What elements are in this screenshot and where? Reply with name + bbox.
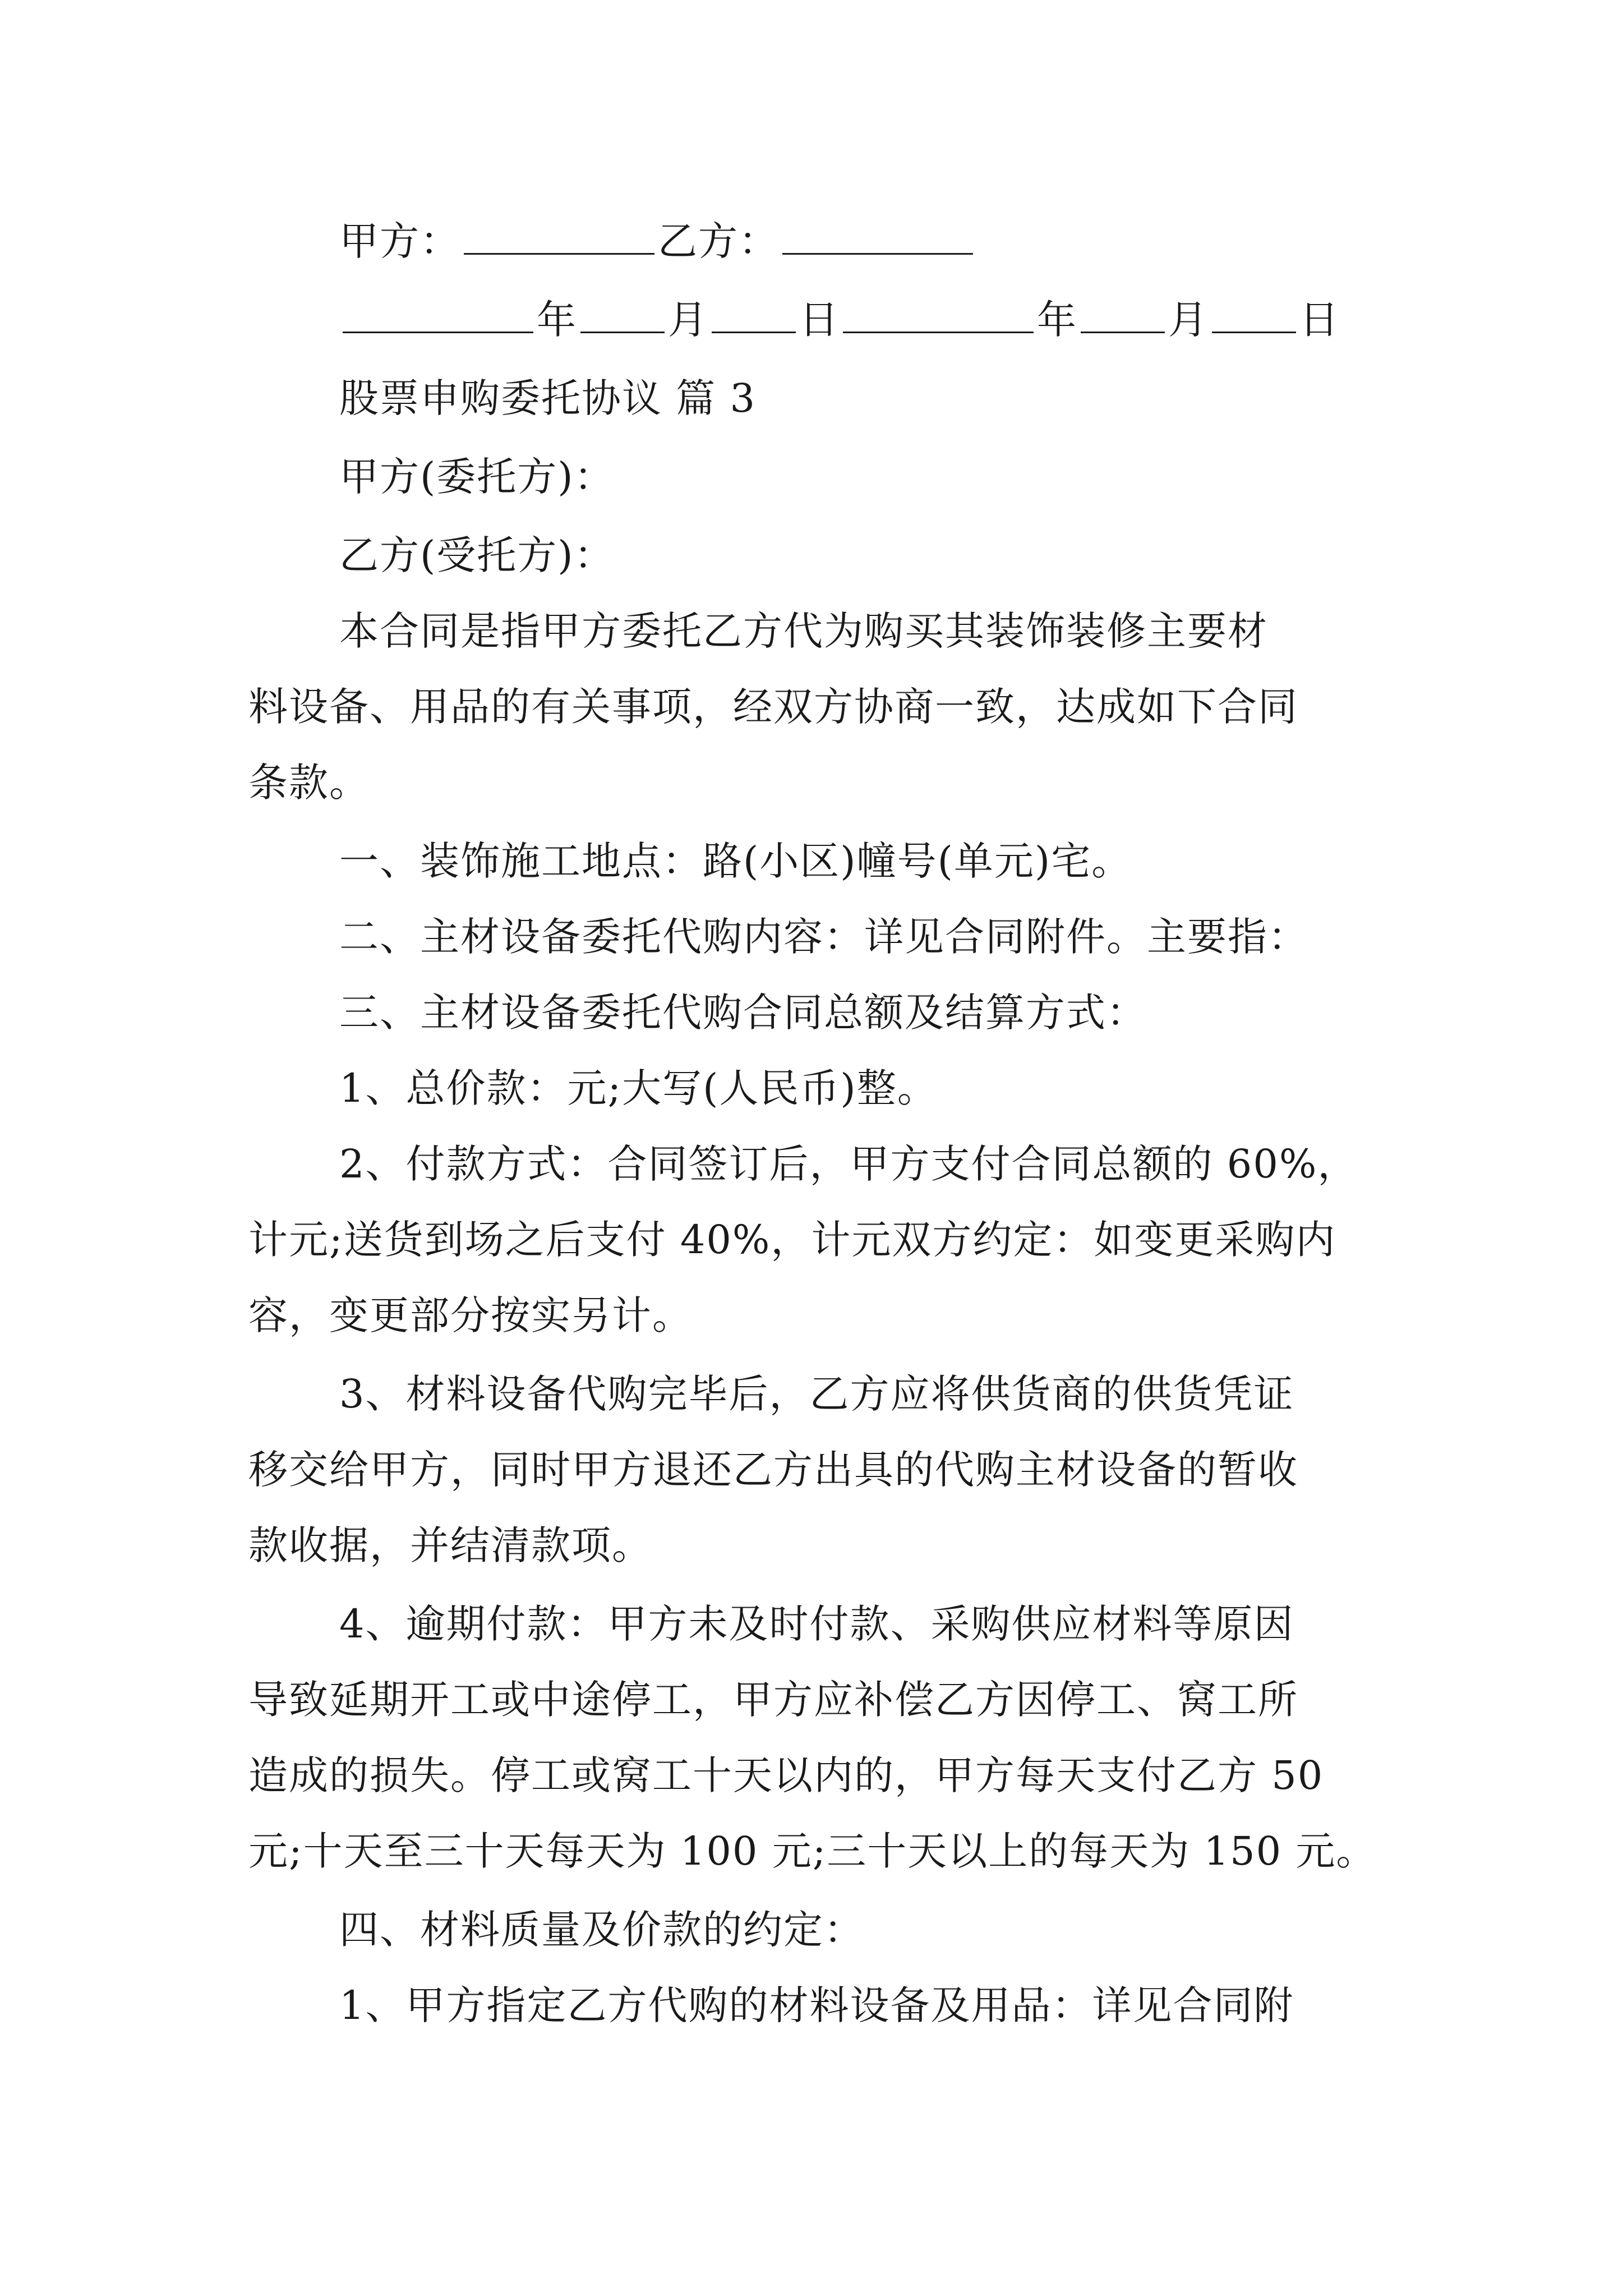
date-a-year-label: 年 — [537, 297, 577, 343]
text-line: 3、材料设备代购完毕后，乙方应将供货商的供货凭证 — [339, 1371, 1294, 1417]
party-a-line: 甲方(委托方)： — [339, 454, 615, 500]
date-b-month-blank — [1081, 292, 1165, 333]
text-line: 容，变更部分按实另计。 — [248, 1292, 693, 1338]
date-a-month-label: 月 — [668, 297, 708, 343]
text-line: 1、甲方指定乙方代购的材料设备及用品：详见合同附 — [339, 1982, 1294, 2028]
party-a-label: 甲方： — [339, 218, 460, 264]
date-a-day-blank — [712, 292, 796, 333]
text-line: 三、主材设备委托代购合同总额及结算方式： — [339, 990, 1147, 1036]
text-line: 四、材料质量及价款的约定： — [339, 1907, 864, 1953]
date-a-day-label: 日 — [799, 297, 840, 343]
text-line: 导致延期开工或中途停工，甲方应补偿乙方因停工、窝工所 — [248, 1677, 1298, 1723]
signature-parties-line — [0, 213, 1623, 269]
party-b-label: 乙方： — [658, 218, 779, 264]
party-b-line: 乙方(受托方)： — [339, 532, 615, 578]
date-b-day-blank — [1212, 292, 1296, 333]
date-a-year-blank — [343, 292, 533, 333]
date-b-year-label: 年 — [1037, 297, 1077, 343]
party-a-blank — [464, 214, 654, 255]
text-line: 一、装饰施工地点：路(小区)幢号(单元)宅。 — [339, 838, 1132, 884]
text-line: 二、主材设备委托代购内容：详见合同附件。主要指： — [339, 914, 1308, 960]
date-b-month-label: 月 — [1168, 297, 1209, 343]
signature-date-line — [0, 292, 1623, 348]
text-line: 本合同是指甲方委托乙方代为购买其装饰装修主要材 — [339, 608, 1268, 654]
text-line: 4、逾期付款：甲方未及时付款、采购供应材料等原因 — [339, 1601, 1294, 1647]
text-line: 料设备、用品的有关事项，经双方协商一致，达成如下合同 — [248, 684, 1298, 730]
party-b-blank — [782, 214, 973, 255]
date-a-month-blank — [580, 292, 665, 333]
text-line: 元;十天至三十天每天为 100 元;三十天以上的每天为 150 元。 — [248, 1828, 1377, 1874]
text-line: 款收据，并结清款项。 — [248, 1522, 652, 1568]
section-title: 股票申购委托协议 篇 3 — [339, 375, 757, 421]
text-line: 移交给甲方，同时甲方退还乙方出具的代购主材设备的暂收 — [248, 1447, 1298, 1493]
date-b-year-blank — [843, 292, 1034, 333]
text-line: 计元;送货到场之后支付 40%，计元双方约定：如变更采购内 — [248, 1217, 1336, 1263]
text-line: 1、总价款：元;大写(人民币)整。 — [339, 1065, 938, 1111]
date-b-day-label: 日 — [1299, 297, 1340, 343]
text-line: 2、付款方式：合同签订后，甲方支付合同总额的 60%， — [339, 1141, 1358, 1187]
text-line: 造成的损失。停工或窝工十天以内的，甲方每天支付乙方 50 — [248, 1752, 1324, 1798]
text-line: 条款。 — [248, 760, 370, 806]
